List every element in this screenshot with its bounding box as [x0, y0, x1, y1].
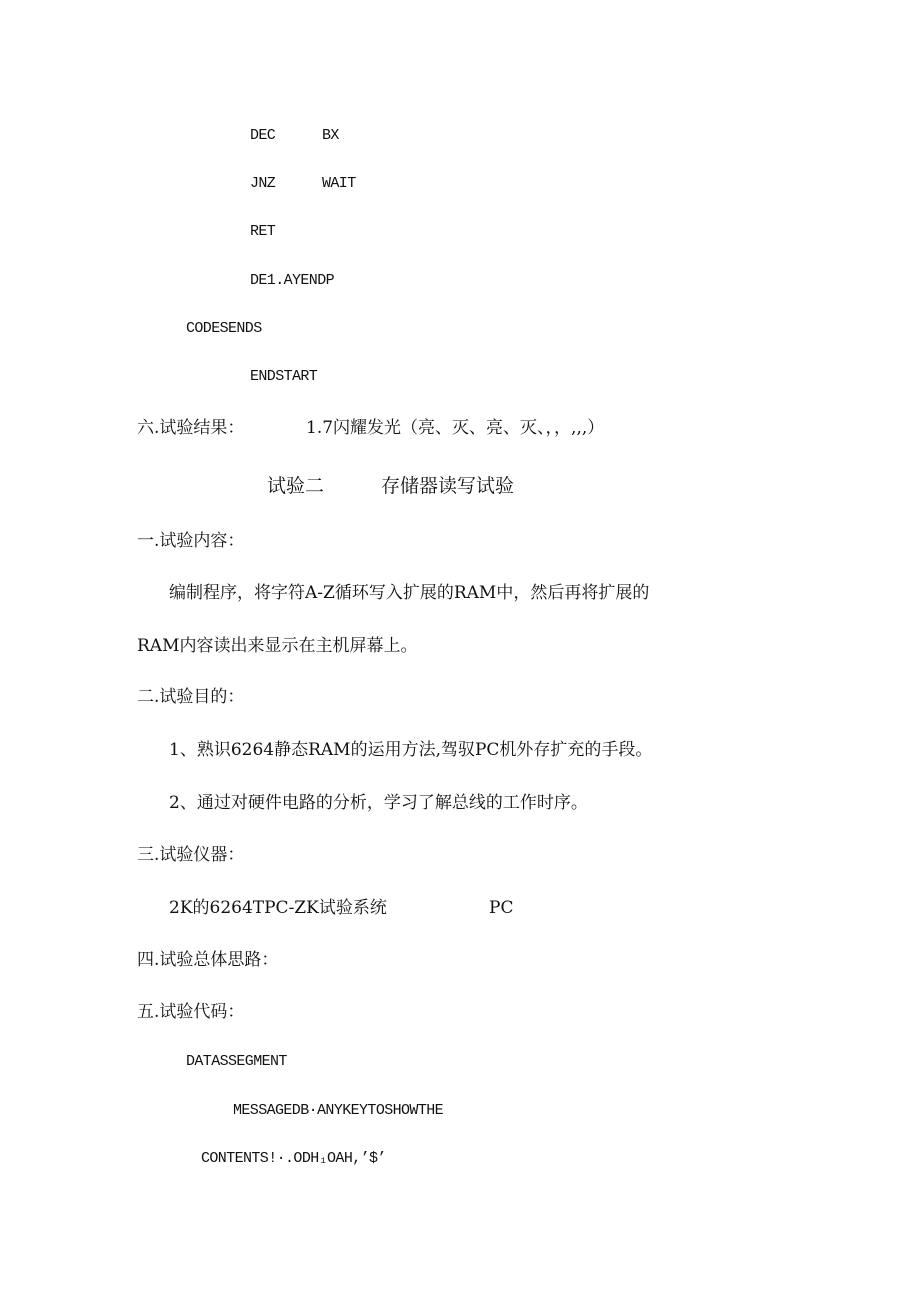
- content-label: 一.试验内容：: [137, 531, 245, 551]
- experiment-title-left: 试验二: [267, 475, 325, 497]
- code-line-datassegment: DATASSEGMENT: [186, 1053, 287, 1070]
- instruments-label: 三.试验仪器：: [137, 845, 245, 865]
- experiment-title-right: 存储器读写试验: [381, 475, 515, 497]
- code-line-contents: CONTENTS!·.ODH₁OAH,’$’: [201, 1150, 386, 1167]
- code-line-endstart: ENDSTART: [250, 368, 318, 385]
- code-line-dec-op: DEC: [250, 127, 276, 144]
- purpose-label: 二.试验目的：: [137, 687, 245, 707]
- code-line-jnz-op: JNZ: [250, 175, 276, 192]
- code-label: 五.试验代码：: [137, 1002, 245, 1022]
- section6-label: 六.试验结果：: [137, 418, 245, 438]
- code-line-ret: RET: [250, 223, 276, 240]
- purpose-item-2: 2、通过对硬件电路的分析，学习了解总线的工作时序。: [169, 793, 588, 813]
- instruments-right: PC: [489, 898, 514, 918]
- section6-value: 1.7闪耀发光（亮、灭、亮、灭、，，,,,）: [306, 418, 605, 438]
- code-line-jnz-arg: WAIT: [322, 175, 356, 192]
- instruments-left: 2K的6264TPC-ZK试验系统: [169, 898, 387, 918]
- approach-label: 四.试验总体思路：: [137, 950, 279, 970]
- content-line-2: RAM内容读出来显示在主机屏幕上。: [137, 636, 418, 656]
- code-line-delay-endp: DE1.AYENDP: [250, 272, 335, 289]
- code-line-codesends: CODESENDS: [186, 320, 262, 337]
- code-line-dec-arg: BX: [322, 127, 339, 144]
- purpose-item-1: 1、熟识6264静态RAM的运用方法,驾驭PC机外存扩充的手段。: [169, 740, 653, 760]
- content-line-1: 编制程序，将字符A-Z循环写入扩展的RAM中，然后再将扩展的: [169, 583, 650, 603]
- code-line-messagedb: MESSAGEDB·ANYKEYTOSHOWTHE: [233, 1102, 444, 1119]
